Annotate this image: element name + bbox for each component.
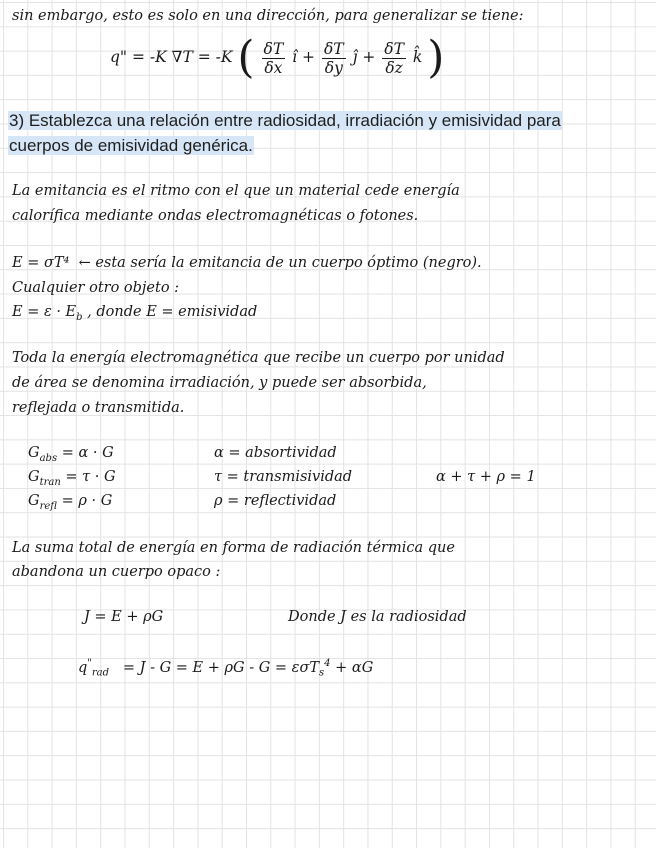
emissivity-line (12, 300, 257, 330)
g-symbol: G (28, 493, 40, 509)
net-radiation-mid: = J - G = E + ρG - G = εσT (122, 659, 320, 676)
g-symbol: G (28, 445, 40, 461)
irradiacion-line-1: Toda la energía electromagnética que recibe un cuerpo por unidad (12, 350, 505, 366)
emitancia-line-1: La emitancia es el ritmo con el que un material cede energía (12, 183, 460, 199)
partial-x (262, 40, 286, 77)
ts-sup: 4 (324, 658, 331, 669)
partial-y-num: δT (323, 39, 344, 58)
g-refl-rhs: = ρ · G (61, 493, 113, 509)
intro-line: sin embargo, esto es solo en una dirección, para generalizar se tiene: (12, 8, 524, 24)
q-sup: " (87, 658, 92, 669)
refl-sub: refl (39, 500, 57, 512)
plus-sign: + (302, 48, 316, 66)
net-radiation-end: + αG (335, 659, 374, 676)
cualquier-line: Cualquier otro objeto : (12, 280, 180, 296)
question-line-1: 3) Establezca una relación entre radiosidad, irradiación y emisividad para (9, 111, 561, 130)
radiosidad-line-2: abandona un cuerpo opaco : (12, 564, 221, 580)
g-tran-rhs: = τ · G (65, 469, 116, 485)
partial-z-den: δz (385, 58, 403, 77)
net-radiation-eq (78, 652, 373, 686)
q-symbol: q (78, 659, 88, 676)
irradiacion-line-2: de área se denomina irradiación, y puede ser absorbida, (12, 375, 427, 391)
partial-x-den: δx (264, 58, 283, 77)
partial-y (322, 40, 346, 77)
partial-x-num: δT (263, 39, 284, 58)
tran-sub: tran (39, 476, 61, 488)
question-line-2: cuerpos de emisividad genérica. (9, 136, 253, 155)
emissivity-eq: E = ε · E (12, 304, 77, 320)
sum-identity: α + τ + ρ = 1 (436, 469, 536, 485)
g-symbol: G (28, 469, 40, 485)
open-paren: ( (237, 32, 255, 83)
absortividad-def: α = absortividad (214, 445, 337, 461)
fourier-lhs: q" = -K ∇T = -K (110, 48, 233, 66)
plus-sign: + (362, 48, 376, 66)
emitancia-line-2: calorífica mediante ondas electromagnéticas o fotones. (12, 208, 419, 224)
rad-sub: rad (91, 667, 110, 679)
emissivity-def: , donde E = emisividad (87, 304, 258, 320)
partial-y-den: δy (324, 58, 343, 77)
stefan-boltzmann-eq: E = σT⁴ (12, 255, 70, 271)
transmisividad-def: τ = transmisividad (214, 469, 353, 485)
close-paren: ) (427, 32, 445, 83)
reflectividad-def: ρ = reflectividad (214, 493, 337, 509)
radiosity-eq: J = E + ρG (84, 609, 164, 625)
partial-z (382, 40, 406, 77)
irradiacion-line-3: reflejada o transmitida. (12, 400, 185, 416)
blackbody-sub: b (76, 311, 83, 323)
g-refl-eq (28, 489, 112, 519)
radiosity-def: Donde J es la radiosidad (288, 609, 467, 625)
ts-sub: s (319, 667, 325, 679)
unit-vector-k: k̂ (412, 48, 423, 66)
stefan-boltzmann-note: ← esta sería la emitancia de un cuerpo óptimo (negro). (78, 255, 482, 271)
g-abs-rhs: = α · G (61, 445, 114, 461)
unit-vector-j: ĵ (352, 48, 358, 66)
fourier-equation (110, 32, 445, 83)
question-heading (8, 108, 562, 158)
abs-sub: abs (39, 452, 58, 464)
stefan-boltzmann-line (12, 251, 482, 275)
unit-vector-i: î (292, 48, 298, 66)
radiosidad-line-1: La suma total de energía en forma de radiación térmica que (12, 540, 455, 556)
partial-z-num: δT (384, 39, 404, 58)
